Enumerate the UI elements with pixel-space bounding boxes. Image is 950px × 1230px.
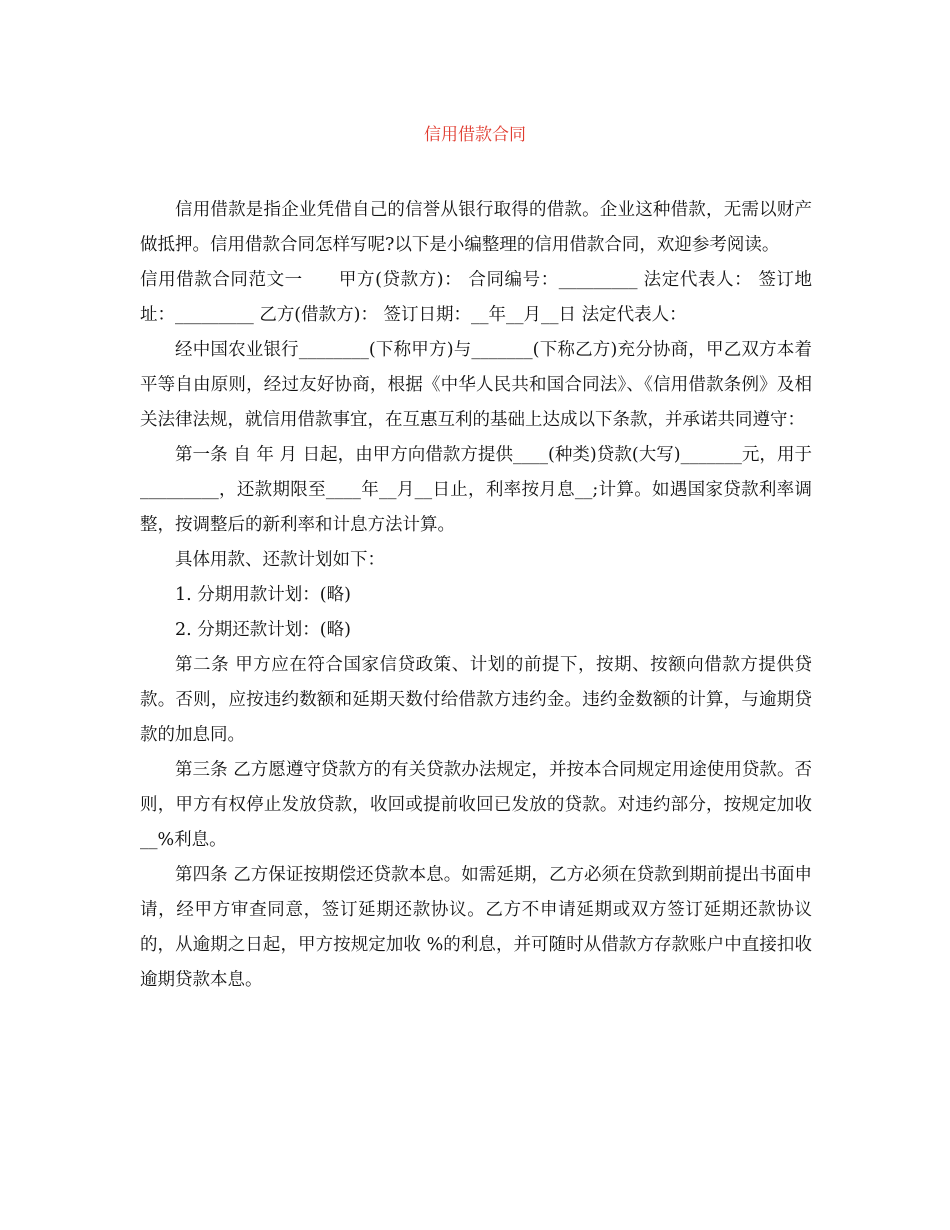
preamble-paragraph: 经中国农业银行________(下称甲方)与_______(下称乙方)充分协商，甲乙双方本着平等自由原则，经过友好协商，根据《中华人民共和国合同法》、《信用借款条例》及相关法律法规，就信用借款事宜，在互惠互利的基础上达成以下条款，并承诺共同遵守： [140,340,812,430]
plan-item-2: 2. 分期还款计划：(略) [175,620,351,640]
article-3: 第三条 乙方愿遵守贷款方的有关贷款办法规定，并按本合同规定用途使用贷款。否则，甲方有权停止发放贷款，收回或提前收回已发放的贷款。对违约部分，按规定加收__%利息。 [140,760,812,850]
header-block: 信用借款合同范文一 甲方(贷款方)： 合同编号：_________ 法定代表人： 签订地址：_________ 乙方(借款方)： 签订日期：__年__月__日 法定代表人： [140,270,812,325]
article-1: 第一条 自 年 月 日起，由甲方向借款方提供____(种类)贷款(大写)_______元，用于_________，还款期限至____年__月__日止，利率按月息__;计算。如遇国家贷款利率调整，按调整后的新利率和计息方法计算。 [140,445,812,535]
document-body [140,193,812,998]
document-title: 信用借款合同 [424,125,526,145]
article-2: 第二条 甲方应在符合国家信贷政策、计划的前提下，按期、按额向借款方提供贷款。否则，应按违约数额和延期天数付给借款方违约金。违约金数额的计算，与逾期贷款的加息同。 [140,655,812,745]
plan-item-1: 1. 分期用款计划：(略) [175,585,351,605]
plan-intro: 具体用款、还款计划如下： [175,550,385,570]
intro-paragraph: 信用借款是指企业凭借自己的信誉从银行取得的借款。企业这种借款，无需以财产做抵押。信用借款合同怎样写呢?以下是小编整理的信用借款合同，欢迎参考阅读。 [140,200,812,255]
article-4: 第四条 乙方保证按期偿还贷款本息。如需延期，乙方必须在贷款到期前提出书面申请，经甲方审查同意，签订延期还款协议。乙方不申请延期或双方签订延期还款协议的，从逾期之日起，甲方按规定加收 %的利息，并可随时从借款方存款账户中直接扣收逾期贷款本息。 [140,865,812,990]
